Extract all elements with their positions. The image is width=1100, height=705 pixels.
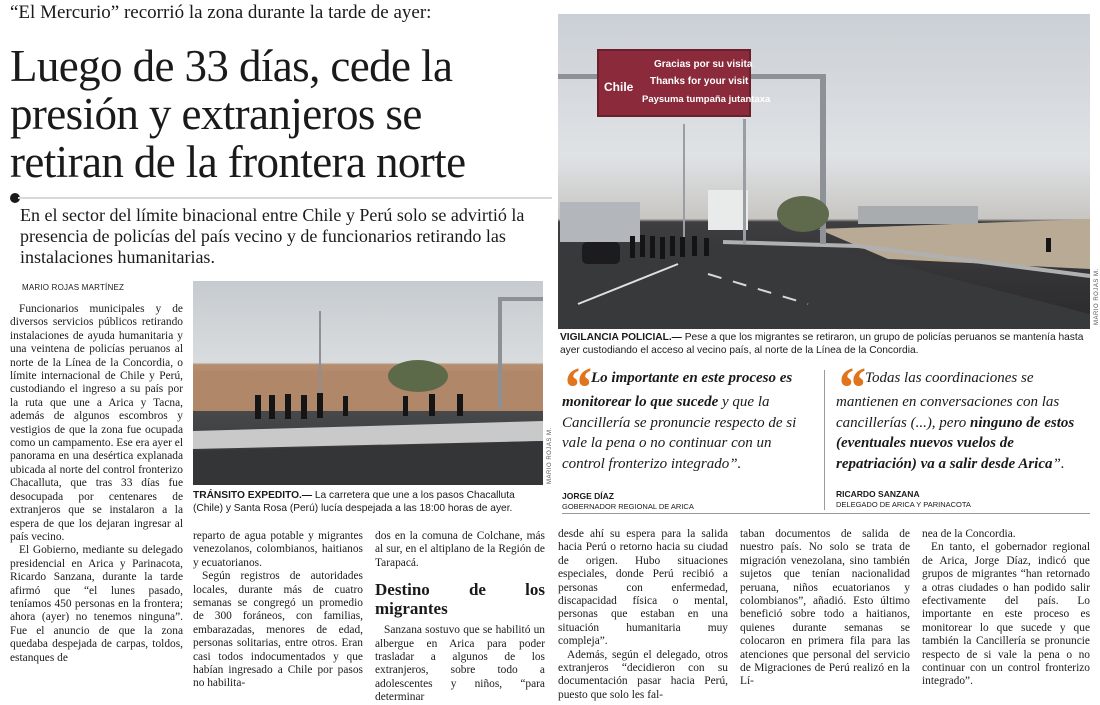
tree (388, 360, 448, 392)
quote-text: ”. (1052, 455, 1065, 472)
quote-mark-icon: “ (836, 355, 865, 420)
lamp-post (743, 119, 746, 244)
caption-text: Pese a que los migrantes se retiraron, un grupo de policías peruanos se mantenía hasta ayer custodiando el acceso al vecino país, al norte de la Línea de la Concordia. (560, 332, 1084, 356)
quote-rule (562, 513, 1090, 514)
second-photo (193, 281, 543, 485)
lamp-post (683, 124, 685, 244)
second-photo-caption (193, 489, 547, 515)
main-photo-scene (558, 14, 1090, 329)
second-photo-scene (193, 281, 543, 485)
paragraph: reparto de agua potable y migrantes venezolanos, colombianos, haitianos y ecuatorianos. (193, 530, 363, 569)
body-column-4 (558, 528, 728, 699)
billboard (708, 190, 748, 230)
paragraph: nea de la Concordia. (922, 528, 1016, 540)
subhead: Destino de los migrantes (375, 580, 545, 619)
paragraph: desde ahí su espera para la salida hacia Perú o retorno hacia su ciudad de origen. Hubo situaciones especiales, donde Perú recibió a personas con enfermedad, discapacidad física o mental, personas que estaban en una situación humanitaria muy compleja”. (558, 528, 728, 648)
caption-text: La carretera que une a los pasos Chacalluta (Chile) y Santa Rosa (Perú) lucía despejada a las 18:00 horas de ayer. (193, 490, 515, 514)
paragraph: dos en la comuna de Colchane, más al sur, en el altiplano de la Región de Tarapacá. (375, 530, 545, 569)
paragraph: Sanzana sostuvo que se habilitó un albergue en Arica para poder trasladar a algunos de los extranjeros, sobre todo a adolescentes y niños, “para determinar (375, 624, 545, 704)
headline-line: presión y extranjeros se (10, 89, 422, 139)
pull-quote (562, 355, 814, 474)
quote-author-title: DELEGADO DE ARICA Y PARINACOTA (836, 500, 971, 509)
headline-line: Luego de 33 días, cede la (10, 41, 453, 91)
paragraph: El Gobierno, mediante su delegado presidencial en Arica y Parinacota, Ricardo Sanzana, durante la tarde afirmó que “el lunes pasado, teníamos 450 personas en la frontera; ahora (ayer) no tenemos ninguna”. Fue el anuncio de que la zona quedaba despejada de carpas, toldos, estanques de (10, 544, 183, 664)
photo-credit: MARIO ROJAS M. (547, 427, 553, 484)
body-column-1 (10, 303, 183, 699)
quote-bold: Lo importante en este proceso es monitorear lo que sucede (562, 370, 793, 410)
paragraph: Según registros de autoridades locales, durante más de cuatro semanas se congregó un promedio de 300 foráneos, con familias, embarazadas, menores de edad, personas solitarias, entre otros. Eran casi todos indocumentados y que habían ingresado a Chile por pasos no habilita- (193, 570, 363, 690)
headline (10, 42, 550, 186)
building (858, 206, 978, 224)
gantry-beam (498, 297, 543, 301)
paragraph: Además, según el delegado, otros extranjeros “decidieron con su documentación pasar hacia Perú, puesto que solo les fal- (558, 648, 728, 701)
quote-author: RICARDO SANZANA (836, 489, 920, 499)
quote-author-title: GOBERNADOR REGIONAL DE ARICA (562, 502, 694, 511)
headline-line: retiran de la frontera norte (10, 137, 466, 187)
quote-bold: ninguno de estos (eventuales nuevos vuelos de repatriación) va a salir desde Arica (836, 414, 1075, 472)
desert-slope (193, 371, 543, 411)
quote-mark-icon: “ (562, 355, 591, 420)
photo-credit: MARIO ROJAS M. (1094, 268, 1100, 325)
quote-text: y que la Cancillería se pronuncie respecto de si vale la pena o no continuar con un control fronterizo integrado”. (562, 394, 797, 472)
sign-line: Paysuma tumpaña jutantaxa (642, 94, 771, 105)
quote-author: JORGE DÍAZ (562, 491, 614, 501)
body-column-3 (375, 530, 545, 704)
tree (777, 196, 829, 232)
sign-line: Thanks for your visit (650, 76, 749, 87)
main-photo (558, 14, 1090, 329)
body-column-2 (193, 530, 363, 699)
body-column-5 (740, 528, 910, 699)
paragraph: taban documentos de salida de nuestro país. No solo se trata de migración venezolana, sino también sujetos que tenían nacionalidad peruana, niños ecuatorianos y colombianos”, añadió. Esto último benefició sobre todo a haitianos, quienes durante semanas se colocaron en primera fila para las atenciones que personal del servicio de Migraciones de Perú realizó en la Lí- (740, 528, 910, 688)
caption-label: TRÁNSITO EXPEDITO.— (193, 490, 313, 501)
byline: MARIO ROJAS MARTÍNEZ (22, 283, 125, 292)
body-column-6 (922, 528, 1090, 699)
building (560, 202, 640, 242)
deck-rule (18, 197, 552, 199)
deck: En el sector del límite binacional entre Chile y Perú solo se advirtió la presencia de policías del país vecino y de funcionarios retirando las instalaciones humanitarias. (20, 205, 525, 267)
pull-quote (836, 355, 1090, 474)
paragraph: Funcionarios municipales y de diversos servicios públicos retirando instalaciones de ayuda humanitaria y una veintena de policías peruanos al norte de la Línea de la Concordia, o límite internacional de Chile y Perú, custodiando el ingreso a su país por la ruta que une a Arica y Tacna, además de algunos escombros y vestigios de que la zona fue ocupada como un campamento. Ese era ayer el panorama en una desértica explanada ubicada al norte del control fronterizo Chacalluta, que tras 33 días fue desocupada por centenares de extranjeros que se instalaron a la espera de que los dejaran ingresar al país vecino. (10, 303, 183, 543)
car (582, 242, 620, 264)
quote-text: Todas las coordinaciones se mantienen en conversaciones con las cancillerías (...), pero (836, 370, 1060, 431)
sign-line: Gracias por su visita (654, 59, 753, 70)
paragraph: En tanto, el gobernador regional de Arica, Jorge Díaz, indicó que grupos de migrantes “han retornado a otras ciudades o han podido salir efectivamente del país. Lo importante en este proceso es monitorear lo que sucede y que también la Cancillería se pronuncie respecto de si vale la pena o no continuar con un control fronterizo integrado”. (922, 541, 1090, 688)
caption-label: VIGILANCIA POLICIAL.— (560, 332, 682, 343)
quote-divider (824, 370, 825, 510)
sign-logo: Chile (604, 80, 634, 94)
main-photo-caption (560, 331, 1090, 357)
kicker: “El Mercurio” recorrió la zona durante la tarde de ayer: (10, 2, 432, 23)
gantry-post (498, 299, 502, 409)
